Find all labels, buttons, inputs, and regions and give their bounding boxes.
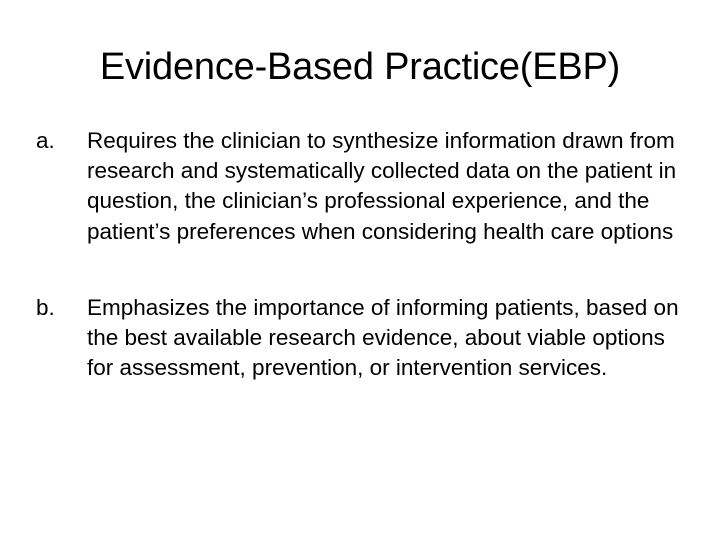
list-marker: a. <box>36 128 55 153</box>
bullet-list <box>36 126 696 383</box>
list-marker: b. <box>36 294 55 320</box>
list-item-text: Requires the clinician to synthesize information drawn from research and systematically collected data on the patient in question, the clinician’s professional experience, and the patient’s preferences when considering health care options <box>87 128 677 244</box>
list-item <box>36 293 696 384</box>
list-item-text: Emphasizes the importance of informing patients, based on the best available research evidence, about viable options for assessment, prevention, or intervention services. <box>87 294 679 381</box>
list-item <box>36 126 696 247</box>
slide-title: Evidence-Based Practice(EBP) <box>99 46 621 88</box>
